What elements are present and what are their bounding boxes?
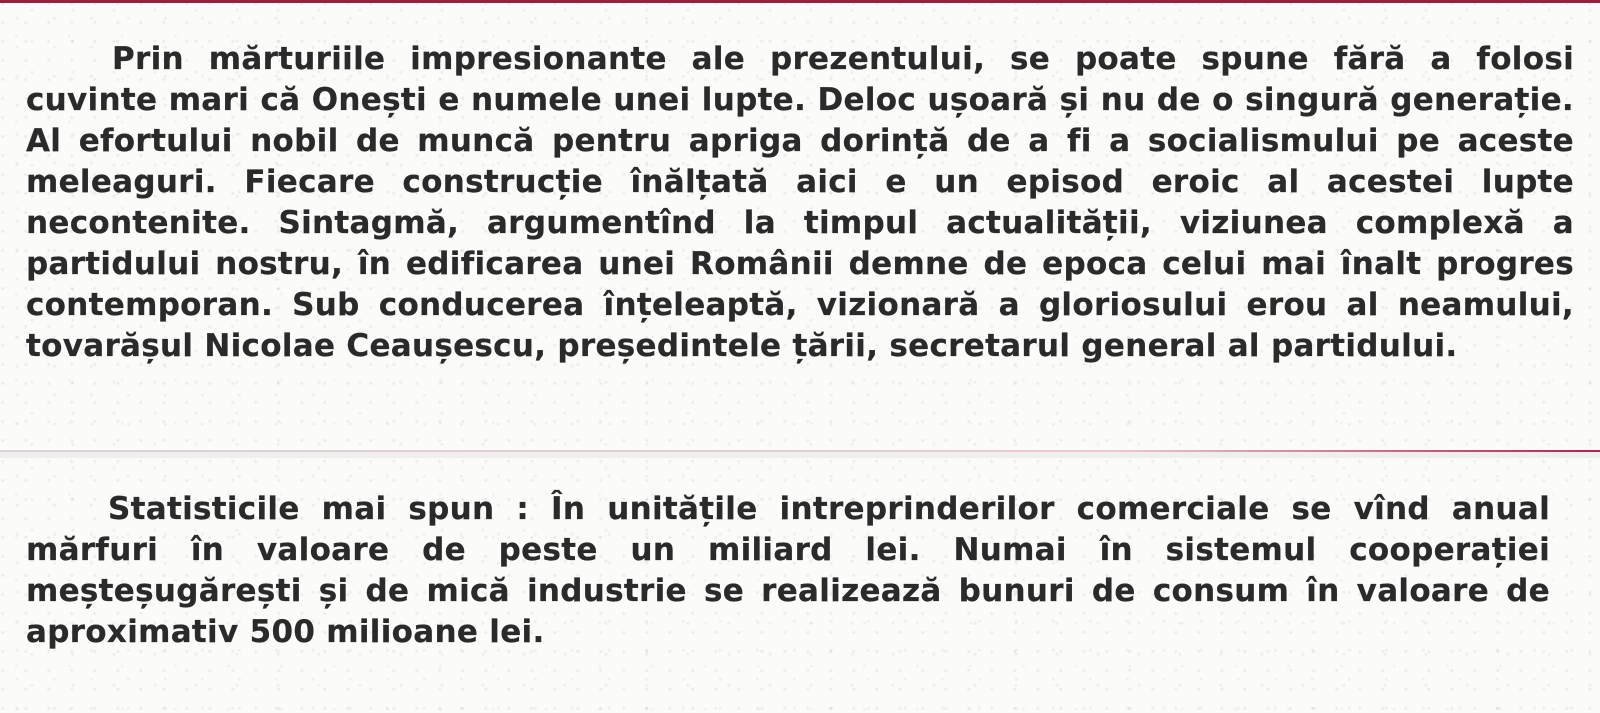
scan-fragment-bottom bbox=[0, 458, 1600, 713]
paragraph-onesti: Prin mărturiile impresionante ale prezentului, se poate spune fără a folosi cuvinte mari că Onești e numele unei lupte. Deloc ușoară și nu de o singură generație. Al efortului nobil de muncă pentru apriga dorință de a fi a socialismului pe aceste meleaguri. Fiecare construcție înălțată aici e un episod eroic al acestei lupte necontenite. Sintagmă, argumentînd la timpul actualității, viziunea complexă a partidului nostru, în edificarea unei Românii demne de epoca celui mai înalt progres contemporan. Sub conducerea înțeleaptă, vizionară a gloriosului erou al neamului, tovarășul Nicolae Ceaușescu, președintele țării, secretarul general al partidului. bbox=[26, 41, 1574, 364]
paragraph-statistics: Statisticile mai spun : În unitățile intreprinderilor comerciale se vînd anual mărfuri în valoare de peste un miliard lei. Numai în sistemul cooperației meșteșugărești și de mică industrie se realizează bunuri de consum în valoare de aproximativ 500 milioane lei. bbox=[26, 491, 1550, 650]
crop-edge-top bbox=[0, 0, 1600, 3]
